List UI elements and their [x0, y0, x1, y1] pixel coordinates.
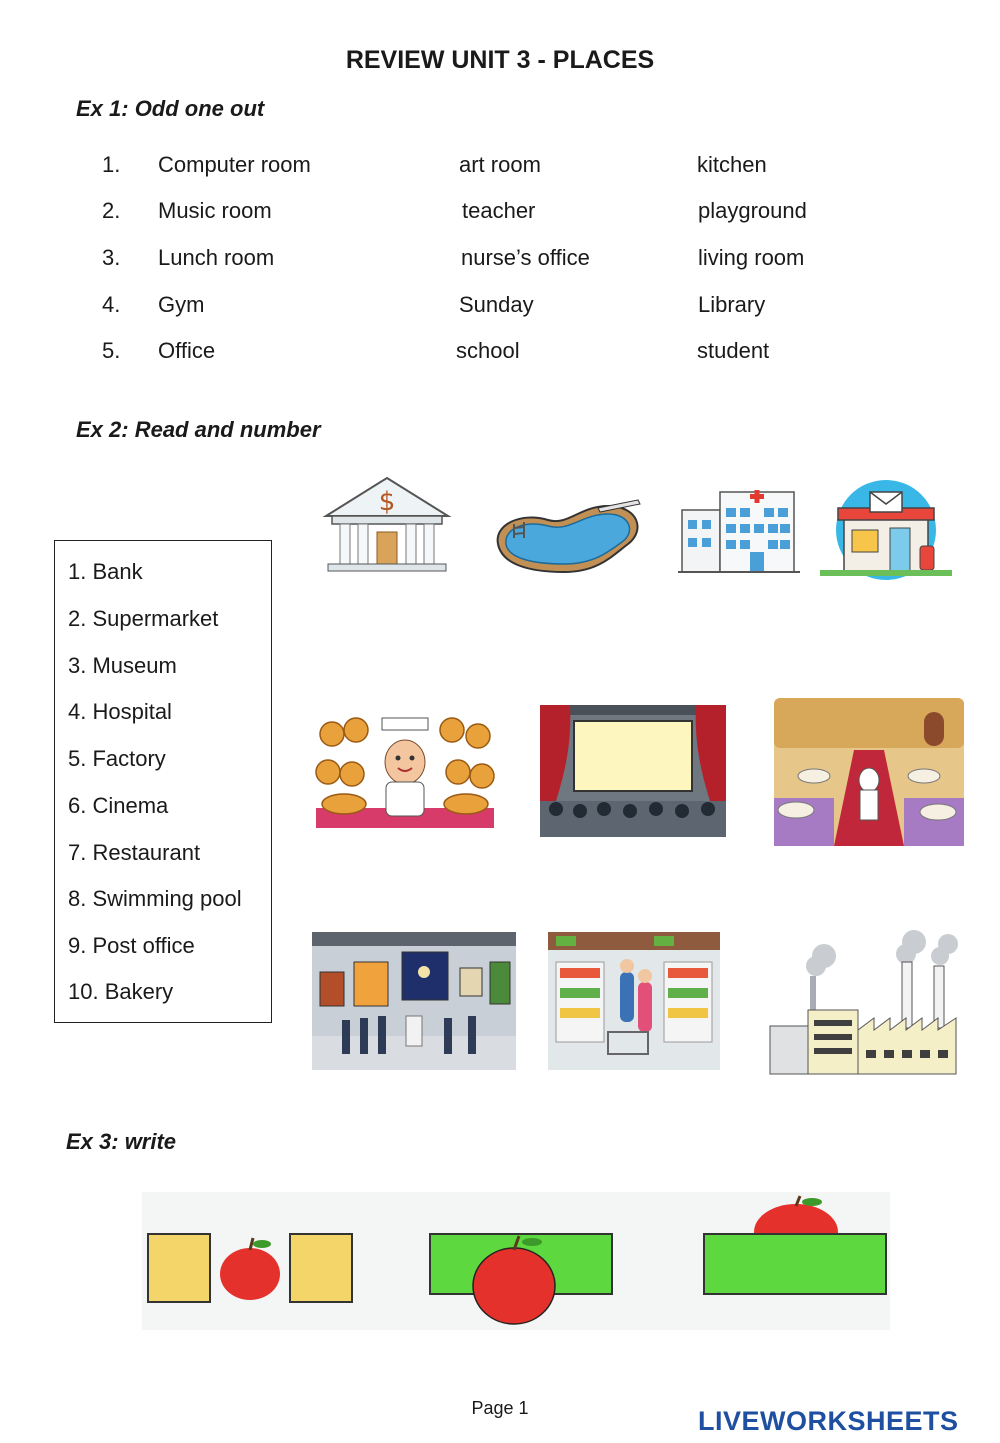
ex1-row [0, 292, 1000, 326]
page-number: Page 1 [471, 1398, 529, 1418]
list-item: 9. Post office [68, 933, 195, 958]
supermarket-picture[interactable] [548, 932, 720, 1070]
ex3-heading: Ex 3: write [66, 1129, 177, 1154]
word-option[interactable]: Sunday [459, 292, 534, 317]
places-list-box [54, 540, 272, 1023]
ex1-row [0, 338, 1000, 372]
list-item: 7. Restaurant [68, 840, 201, 865]
row-number: 5. [102, 338, 121, 363]
word-option[interactable]: Music room [158, 198, 272, 223]
bakery-picture[interactable] [312, 712, 498, 836]
word-option[interactable]: nurse’s office [461, 245, 590, 270]
list-item: 8. Swimming pool [68, 886, 242, 911]
cinema-picture[interactable] [540, 705, 726, 837]
hospital-picture[interactable] [678, 486, 800, 576]
list-item: 6. Cinema [68, 793, 169, 818]
page-title: REVIEW UNIT 3 - PLACES [345, 46, 655, 74]
list-item: 5. Factory [68, 746, 166, 771]
row-number: 4. [102, 292, 121, 317]
word-option[interactable]: Library [698, 292, 766, 317]
word-option[interactable]: art room [459, 152, 541, 177]
list-item: 2. Supermarket [68, 606, 219, 631]
list-item: 1. Bank [68, 559, 143, 584]
swimming-pool-picture[interactable] [488, 494, 648, 578]
brand-logo: LIVEWORKSHEETS [698, 1406, 959, 1436]
word-option[interactable]: student [697, 338, 770, 363]
dollar-sign: $ [378, 487, 396, 517]
word-option[interactable]: teacher [462, 198, 536, 223]
list-item: 4. Hospital [68, 699, 172, 724]
ex1-row [0, 245, 1000, 279]
museum-picture[interactable] [312, 932, 516, 1070]
bank-picture[interactable] [322, 474, 452, 578]
list-item: 3. Museum [68, 653, 177, 678]
word-option[interactable]: Office [158, 338, 216, 363]
ex2-heading: Ex 2: Read and number [76, 417, 321, 442]
row-number: 1. [102, 152, 121, 177]
ex1-heading: Ex 1: Odd one out [76, 96, 265, 121]
word-option[interactable]: Lunch room [158, 245, 275, 270]
list-item: 10. Bakery [68, 979, 174, 1004]
row-number: 3. [102, 245, 121, 270]
factory-picture[interactable] [766, 926, 960, 1076]
word-option[interactable]: living room [698, 245, 805, 270]
word-option[interactable]: Computer room [158, 152, 311, 177]
word-option[interactable]: Gym [158, 292, 205, 317]
post-office-picture[interactable] [816, 478, 956, 582]
prepositions-picture[interactable] [142, 1192, 890, 1330]
word-option[interactable]: playground [698, 198, 807, 223]
ex1-row [0, 198, 1000, 232]
row-number: 2. [102, 198, 121, 223]
word-option[interactable]: kitchen [697, 152, 767, 177]
ex1-row [0, 152, 1000, 186]
word-option[interactable]: school [456, 338, 520, 363]
restaurant-picture[interactable] [774, 698, 964, 846]
